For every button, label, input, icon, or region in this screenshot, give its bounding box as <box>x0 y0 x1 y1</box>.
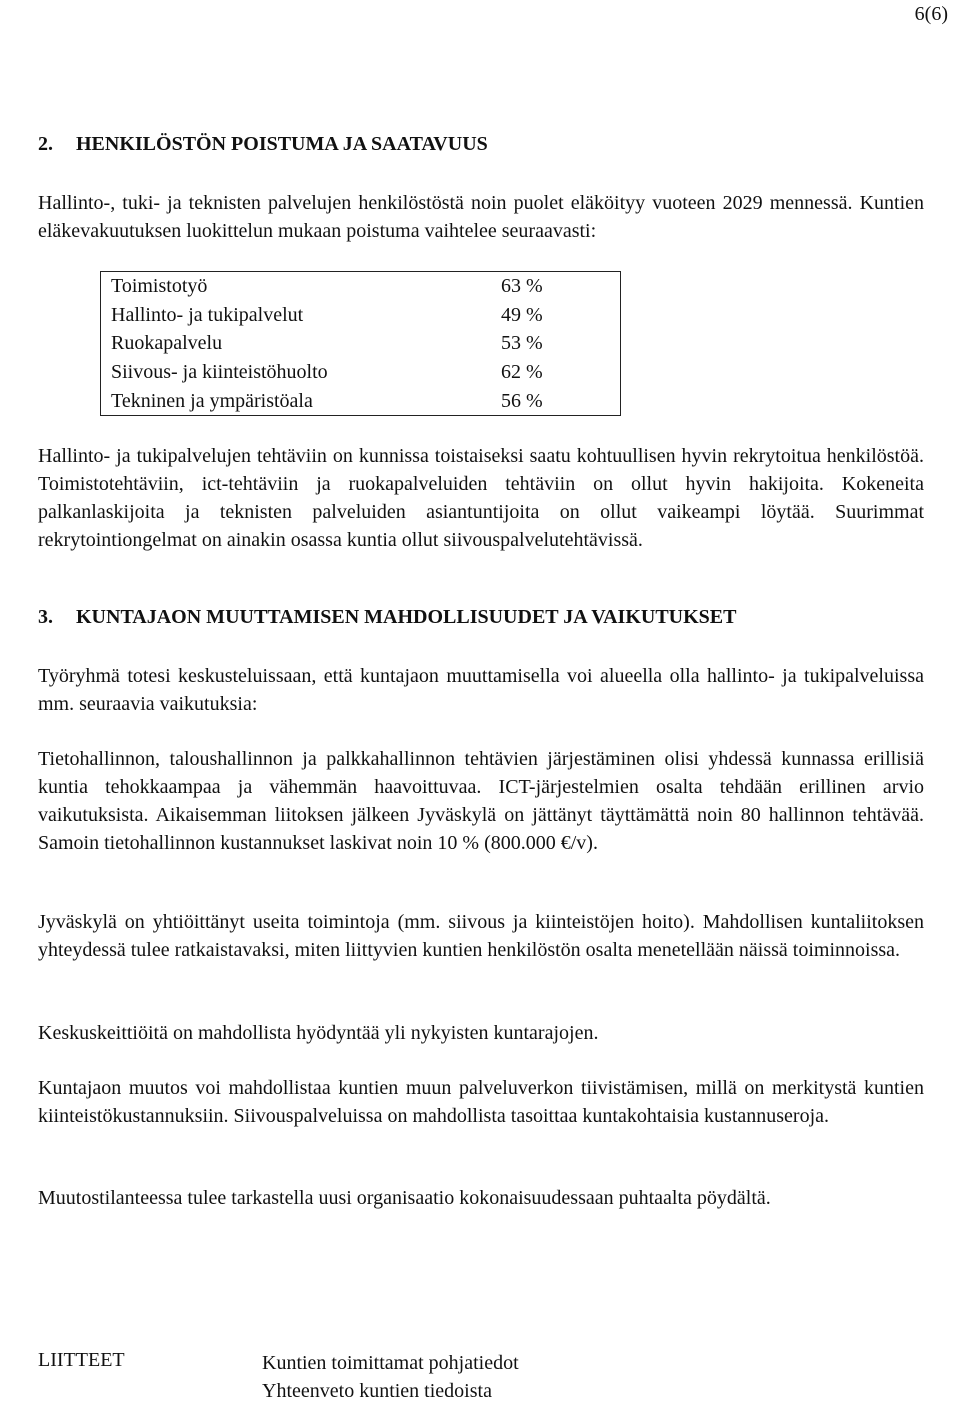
section-3-title: KUNTAJAON MUUTTAMISEN MAHDOLLISUUDET JA VAIKUTUKSET <box>76 606 737 628</box>
service-network-paragraph: Kuntajaon muutos voi mahdollistaa kuntien muun palveluverkon tiivistämisen, millä on merkitystä kuntien kiinteistökustannuksiin. Siivouspalveluissa on mahdollista tasoittaa kuntakohtaisia kustannuseroja. <box>38 1077 924 1127</box>
section-2-number: 2. <box>38 133 53 155</box>
central-kitchen-paragraph: Keskuskeittiöitä on mahdollista hyödyntää yli nykyisten kuntarajojen. <box>38 1022 599 1044</box>
percentage-cell: 62 % <box>501 361 543 384</box>
attachments-label: LIITTEET <box>38 1349 125 1371</box>
section-2-heading <box>38 133 488 156</box>
administration-paragraph: Tietohallinnon, taloushallinnon ja palkkahallinnon tehtävien järjestäminen olisi yhdessä kunnassa erillisiä kuntia tehokkaampaa ja vähemmän haavoittuvaa. ICT-järjestelmien osalta tehdään erillinen arvio vaikutuksista. Aikaisemman liitoksen jälkeen Jyväskylä on jättänyt täyttämättä noin 80 hallinnon tehtävää. Samoin tietohallinnon kustannukset laskivat noin 10 % (800.000 €/v). <box>38 748 924 854</box>
category-cell: Tekninen ja ympäristöala <box>111 389 313 412</box>
category-cell: Ruokapalvelu <box>111 332 223 355</box>
attachment-item: Kuntien toimittamat pohjatiedot <box>262 1352 519 1374</box>
section-2-intro: Hallinto-, tuki- ja teknisten palvelujen henkilöstöstä noin puolet eläköityy vuoteen 2029 mennessä. Kuntien eläkevakuutuksen luokittelun mukaan poistuma vaihtelee seuraavasti: <box>38 192 924 242</box>
percentage-cell: 63 % <box>501 275 543 298</box>
attachments-list <box>262 1349 519 1405</box>
section-3-heading <box>38 606 736 629</box>
category-cell: Siivous- ja kiinteistöhuolto <box>111 361 328 384</box>
reorganisation-paragraph: Muutostilanteessa tulee tarkastella uusi organisaatio kokonaisuudessaan puhtaalta pöydältä. <box>38 1187 771 1209</box>
outsourcing-paragraph: Jyväskylä on yhtiöittänyt useita toimintoja (mm. siivous ja kiinteistöjen hoito). Mahdollisen kuntaliitoksen yhteydessä tulee ratkaistavaksi, miten liittyvien kuntien henkilöstön osalta menetellään näissä toiminnoissa. <box>38 911 924 961</box>
table-row <box>101 329 621 358</box>
percentage-cell: 56 % <box>501 389 543 412</box>
retirement-rate-table <box>100 271 621 416</box>
section-3-intro: Työryhmä totesi keskusteluissaan, että kuntajaon muuttamisella voi alueella olla hallinto- ja tukipalveluissa mm. seuraavia vaikutuksia: <box>38 665 924 715</box>
page-number: 6(6) <box>914 3 948 25</box>
category-cell: Toimistotyö <box>111 275 208 298</box>
table-row <box>101 301 621 330</box>
percentage-cell: 53 % <box>501 332 543 355</box>
percentage-cell: 49 % <box>501 303 543 326</box>
table-row <box>101 358 621 387</box>
table-row <box>101 386 621 415</box>
attachment-item: Yhteenveto kuntien tiedoista <box>262 1380 492 1402</box>
table-row <box>101 272 621 301</box>
section-2-title: HENKILÖSTÖN POISTUMA JA SAATAVUUS <box>76 133 488 155</box>
category-cell: Hallinto- ja tukipalvelut <box>111 303 304 326</box>
section-3-number: 3. <box>38 606 53 628</box>
recruitment-paragraph: Hallinto- ja tukipalvelujen tehtäviin on kunnissa toistaiseksi saatu kohtuullisen hyvin rekrytoitua henkilöstöä. Toimistotehtäviin, ict-tehtäviin ja ruokapalveluiden tehtäviin on ollut hyvin hakijoita. Kokeneita palkanlaskijoita ja teknisten palveluiden asiantuntijoita on ollut vaikeampi löytää. Suurimmat rekrytointiongelmat on ainakin osassa kuntia ollut siivouspalvelutehtävissä. <box>38 445 924 551</box>
